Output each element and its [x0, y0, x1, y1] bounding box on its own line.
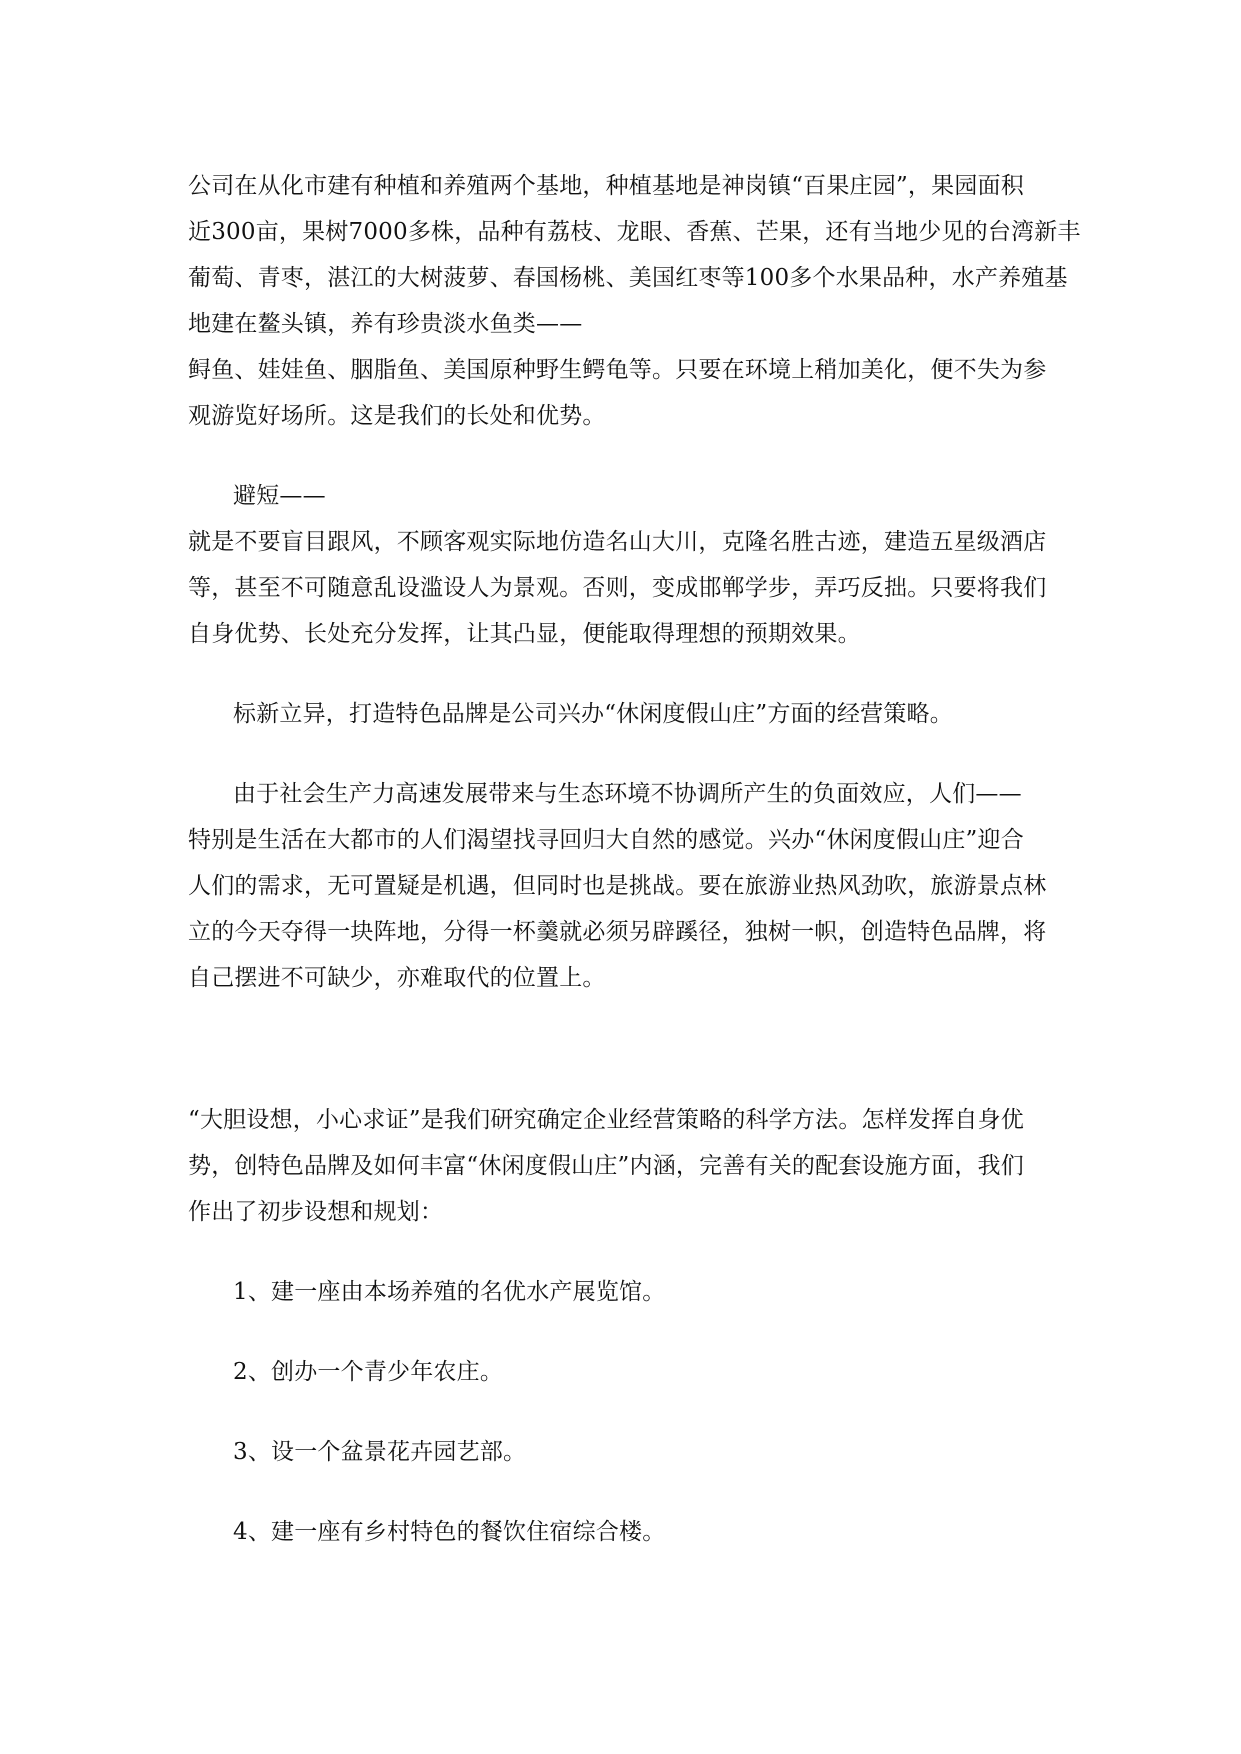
list-item: 2、创办一个青少年农庄。: [233, 1359, 504, 1385]
list-item: 1、建一座由本场养殖的名优水产展览馆。: [233, 1279, 666, 1305]
text-line: “大胆设想，小心求证”是我们研究确定企业经营策略的科学方法。怎样发挥自身优: [188, 1107, 1024, 1133]
text-line: 特别是生活在大都市的人们渴望找寻回归大自然的感觉。兴办“休闲度假山庄”迎合: [188, 827, 1024, 853]
text-line: 立的今天夺得一块阵地，分得一杯羹就必须另辟蹊径，独树一帜，创造特色品牌，将: [188, 919, 1047, 945]
text-line: 自身优势、长处充分发挥，让其凸显，便能取得理想的预期效果。: [188, 621, 861, 647]
list-item: 3、设一个盆景花卉园艺部。: [233, 1439, 527, 1465]
text-line: 葡萄、青枣，湛江的大树菠萝、春国杨桃、美国红枣等100多个水果品种，水产养殖基: [188, 265, 1068, 291]
text-line: 作出了初步设想和规划：: [188, 1199, 444, 1225]
text-line: 近300亩，果树7000多株，品种有荔枝、龙眼、香蕉、芒果，还有当地少见的台湾新丰: [188, 219, 1081, 245]
text-line: 人们的需求，无可置疑是机遇，但同时也是挑战。要在旅游业热风劲吹，旅游景点林: [188, 873, 1047, 899]
text-line: 地建在鳌头镇，养有珍贵淡水鱼类——: [188, 311, 583, 337]
text-line: 观游览好场所。这是我们的长处和优势。: [188, 403, 606, 429]
text-line: 等，甚至不可随意乱设滥设人为景观。否则，变成邯郸学步，弄巧反拙。只要将我们: [188, 575, 1047, 601]
text-line: 势，创特色品牌及如何丰富“休闲度假山庄”内涵，完善有关的配套设施方面，我们: [188, 1153, 1024, 1179]
text-line: 鲟鱼、娃娃鱼、胭脂鱼、美国原种野生鳄龟等。只要在环境上稍加美化，便不失为参: [188, 357, 1047, 383]
list-item: 4、建一座有乡村特色的餐饮住宿综合楼。: [233, 1519, 666, 1545]
text-line: 就是不要盲目跟风，不顾客观实际地仿造名山大川，克隆名胜古迹，建造五星级酒店: [188, 529, 1047, 555]
text-line: 标新立异，打造特色品牌是公司兴办“休闲度假山庄”方面的经营策略。: [233, 701, 953, 727]
text-line: 自己摆进不可缺少，亦难取代的位置上。: [188, 965, 606, 991]
text-line: 公司在从化市建有种植和养殖两个基地，种植基地是神岗镇“百果庄园”，果园面积: [188, 173, 1024, 199]
text-line: 避短——: [233, 483, 326, 509]
text-line: 由于社会生产力高速发展带来与生态环境不协调所产生的负面效应，人们——: [233, 781, 1022, 807]
